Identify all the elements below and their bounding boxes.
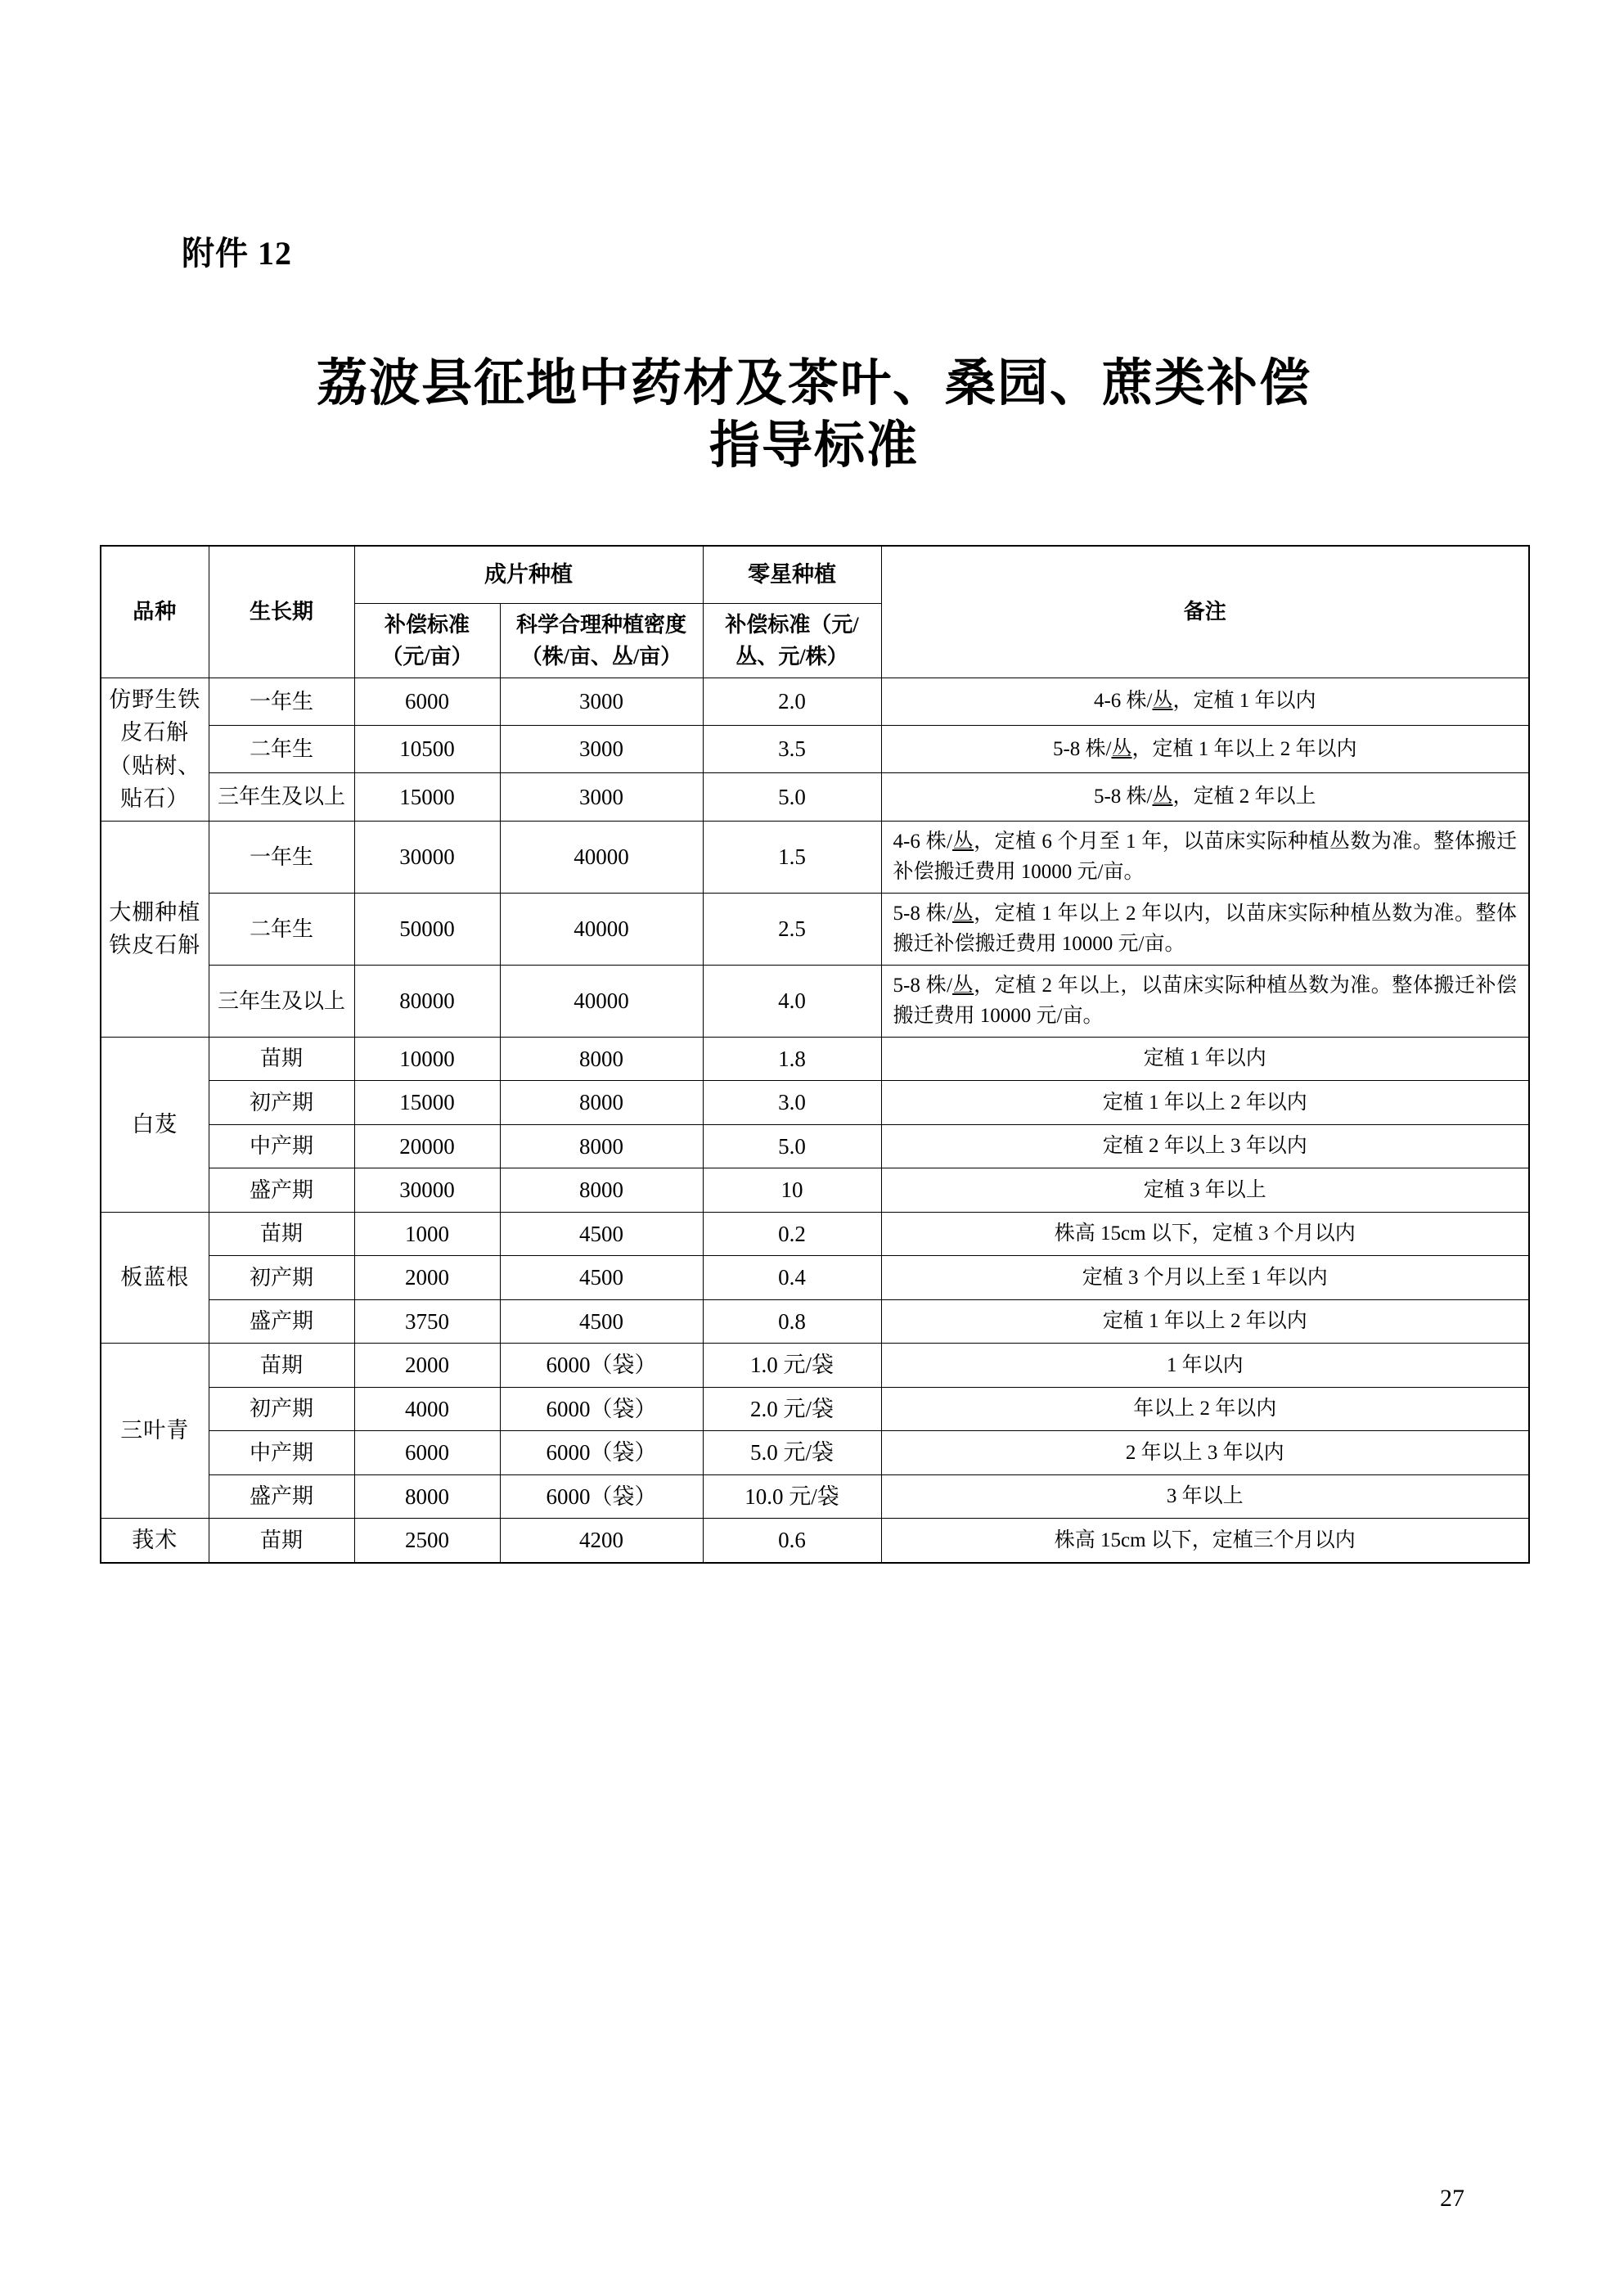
cell-scattered-standard: 0.2 xyxy=(703,1212,881,1256)
cell-remark: 1 年以内 xyxy=(881,1344,1529,1388)
cell-remark: 株高 15cm 以下，定植 3 个月以内 xyxy=(881,1212,1529,1256)
cell-growth-period: 一年生 xyxy=(209,678,354,725)
cell-scattered-standard: 1.0 元/袋 xyxy=(703,1344,881,1388)
table-row xyxy=(101,1474,1529,1519)
cell-block-density: 8000 xyxy=(500,1037,703,1081)
cell-variety: 板蓝根 xyxy=(101,1212,209,1344)
cell-block-density: 4500 xyxy=(500,1212,703,1256)
page-title xyxy=(209,352,1419,475)
table-row xyxy=(101,965,1529,1037)
cell-block-standard: 8000 xyxy=(354,1474,500,1519)
table-row xyxy=(101,773,1529,821)
cell-scattered-standard: 10.0 元/袋 xyxy=(703,1474,881,1519)
table-row xyxy=(101,1387,1529,1431)
cell-block-standard: 20000 xyxy=(354,1124,500,1168)
col-header-growth-period: 生长期 xyxy=(209,546,354,678)
cell-growth-period: 盛产期 xyxy=(209,1299,354,1344)
cell-remark: 年以上 2 年以内 xyxy=(881,1387,1529,1431)
cell-block-standard: 4000 xyxy=(354,1387,500,1431)
cell-block-density: 40000 xyxy=(500,965,703,1037)
col-group-header-scattered-planting: 零星种植 xyxy=(703,546,881,603)
cell-scattered-standard: 1.5 xyxy=(703,821,881,893)
table-header-row-1 xyxy=(101,546,1529,603)
cell-block-density: 6000（袋） xyxy=(500,1431,703,1475)
cell-block-standard: 10500 xyxy=(354,725,500,772)
cell-scattered-standard: 5.0 xyxy=(703,773,881,821)
cell-scattered-standard: 0.4 xyxy=(703,1256,881,1300)
compensation-table-container xyxy=(100,545,1528,1564)
cell-remark: 定植 2 年以上 3 年以内 xyxy=(881,1124,1529,1168)
table-row xyxy=(101,821,1529,893)
page-title-line-2: 指导标准 xyxy=(709,414,919,475)
cell-block-standard: 2500 xyxy=(354,1519,500,1563)
table-row xyxy=(101,1168,1529,1213)
cell-scattered-standard: 5.0 元/袋 xyxy=(703,1431,881,1475)
cell-scattered-standard: 3.5 xyxy=(703,725,881,772)
table-row xyxy=(101,893,1529,965)
compensation-table xyxy=(100,545,1530,1564)
cell-remark: 定植 1 年以上 2 年以内 xyxy=(881,1081,1529,1125)
cell-growth-period: 盛产期 xyxy=(209,1168,354,1213)
cell-block-density: 40000 xyxy=(500,821,703,893)
cell-scattered-standard: 1.8 xyxy=(703,1037,881,1081)
col-header-variety: 品种 xyxy=(101,546,209,678)
cell-variety: 莪术 xyxy=(101,1519,209,1563)
cell-remark: 4-6 株/丛，定植 6 个月至 1 年，以苗床实际种植丛数为准。整体搬迁补偿搬迁费用 10000 元/亩。 xyxy=(881,821,1529,893)
cell-growth-period: 二年生 xyxy=(209,893,354,965)
cell-growth-period: 苗期 xyxy=(209,1344,354,1388)
cell-scattered-standard: 2.0 xyxy=(703,678,881,725)
table-header xyxy=(101,546,1529,678)
cell-scattered-standard: 10 xyxy=(703,1168,881,1213)
cell-variety: 三叶青 xyxy=(101,1344,209,1519)
cell-remark: 5-8 株/丛，定植 2 年以上，以苗床实际种植丛数为准。整体搬迁补偿搬迁费用 10000 元/亩。 xyxy=(881,965,1529,1037)
cell-scattered-standard: 2.0 元/袋 xyxy=(703,1387,881,1431)
cell-remark: 5-8 株/丛，定植 1 年以上 2 年以内，以苗床实际种植丛数为准。整体搬迁补偿搬迁费用 10000 元/亩。 xyxy=(881,893,1529,965)
cell-block-density: 6000（袋） xyxy=(500,1474,703,1519)
cell-block-density: 4500 xyxy=(500,1256,703,1300)
cell-variety: 白芨 xyxy=(101,1037,209,1212)
cell-scattered-standard: 5.0 xyxy=(703,1124,881,1168)
cell-block-density: 6000（袋） xyxy=(500,1387,703,1431)
cell-growth-period: 中产期 xyxy=(209,1431,354,1475)
col-header-block-density: 科学合理种植密度（株/亩、丛/亩） xyxy=(500,603,703,678)
cell-block-standard: 6000 xyxy=(354,1431,500,1475)
cell-remark: 2 年以上 3 年以内 xyxy=(881,1431,1529,1475)
col-header-scattered-standard: 补偿标准（元/丛、元/株） xyxy=(703,603,881,678)
attachment-label: 附件 12 xyxy=(182,235,292,272)
table-body xyxy=(101,678,1529,1563)
cell-block-standard: 2000 xyxy=(354,1344,500,1388)
cell-block-density: 8000 xyxy=(500,1124,703,1168)
table-row xyxy=(101,1256,1529,1300)
cell-block-density: 3000 xyxy=(500,773,703,821)
cell-block-standard: 30000 xyxy=(354,821,500,893)
cell-variety: 大棚种植铁皮石斛 xyxy=(101,821,209,1037)
table-row xyxy=(101,1124,1529,1168)
cell-remark: 定植 3 个月以上至 1 年以内 xyxy=(881,1256,1529,1300)
cell-remark: 5-8 株/丛，定植 2 年以上 xyxy=(881,773,1529,821)
cell-growth-period: 初产期 xyxy=(209,1387,354,1431)
cell-growth-period: 初产期 xyxy=(209,1256,354,1300)
page-number: 27 xyxy=(1440,2185,1464,2212)
cell-scattered-standard: 0.6 xyxy=(703,1519,881,1563)
cell-block-density: 40000 xyxy=(500,893,703,965)
cell-growth-period: 苗期 xyxy=(209,1212,354,1256)
cell-growth-period: 一年生 xyxy=(209,821,354,893)
cell-block-standard: 30000 xyxy=(354,1168,500,1213)
cell-remark: 4-6 株/丛，定植 1 年以内 xyxy=(881,678,1529,725)
cell-growth-period: 苗期 xyxy=(209,1519,354,1563)
cell-block-standard: 10000 xyxy=(354,1037,500,1081)
table-row xyxy=(101,1431,1529,1475)
cell-block-standard: 50000 xyxy=(354,893,500,965)
cell-block-standard: 3750 xyxy=(354,1299,500,1344)
page-title-line-1: 荔波县征地中药材及茶叶、桑园、蔗类补偿 xyxy=(316,353,1311,412)
cell-remark: 定植 1 年以内 xyxy=(881,1037,1529,1081)
cell-block-density: 6000（袋） xyxy=(500,1344,703,1388)
table-row xyxy=(101,1344,1529,1388)
cell-growth-period: 二年生 xyxy=(209,725,354,772)
cell-block-standard: 15000 xyxy=(354,773,500,821)
cell-block-density: 4200 xyxy=(500,1519,703,1563)
cell-growth-period: 中产期 xyxy=(209,1124,354,1168)
cell-remark: 5-8 株/丛，定植 1 年以上 2 年以内 xyxy=(881,725,1529,772)
cell-block-standard: 1000 xyxy=(354,1212,500,1256)
cell-remark: 定植 1 年以上 2 年以内 xyxy=(881,1299,1529,1344)
col-header-remark: 备注 xyxy=(881,546,1529,678)
cell-block-density: 8000 xyxy=(500,1081,703,1125)
cell-block-density: 3000 xyxy=(500,678,703,725)
table-row xyxy=(101,1519,1529,1563)
cell-remark: 3 年以上 xyxy=(881,1474,1529,1519)
cell-block-density: 4500 xyxy=(500,1299,703,1344)
cell-block-standard: 80000 xyxy=(354,965,500,1037)
cell-scattered-standard: 0.8 xyxy=(703,1299,881,1344)
cell-growth-period: 盛产期 xyxy=(209,1474,354,1519)
cell-block-density: 8000 xyxy=(500,1168,703,1213)
table-row xyxy=(101,725,1529,772)
cell-growth-period: 苗期 xyxy=(209,1037,354,1081)
cell-growth-period: 三年生及以上 xyxy=(209,773,354,821)
table-row xyxy=(101,1037,1529,1081)
col-header-block-standard: 补偿标准（元/亩） xyxy=(354,603,500,678)
table-row xyxy=(101,1081,1529,1125)
cell-block-standard: 15000 xyxy=(354,1081,500,1125)
cell-scattered-standard: 4.0 xyxy=(703,965,881,1037)
cell-scattered-standard: 2.5 xyxy=(703,893,881,965)
table-row xyxy=(101,1299,1529,1344)
cell-scattered-standard: 3.0 xyxy=(703,1081,881,1125)
cell-remark: 定植 3 年以上 xyxy=(881,1168,1529,1213)
cell-block-density: 3000 xyxy=(500,725,703,772)
table-row xyxy=(101,1212,1529,1256)
cell-growth-period: 三年生及以上 xyxy=(209,965,354,1037)
cell-growth-period: 初产期 xyxy=(209,1081,354,1125)
cell-remark: 株高 15cm 以下，定植三个月以内 xyxy=(881,1519,1529,1563)
cell-block-standard: 6000 xyxy=(354,678,500,725)
table-row xyxy=(101,678,1529,725)
cell-variety: 仿野生铁皮石斛（贴树、贴石） xyxy=(101,678,209,821)
col-group-header-block-planting: 成片种植 xyxy=(354,546,703,603)
cell-block-standard: 2000 xyxy=(354,1256,500,1300)
